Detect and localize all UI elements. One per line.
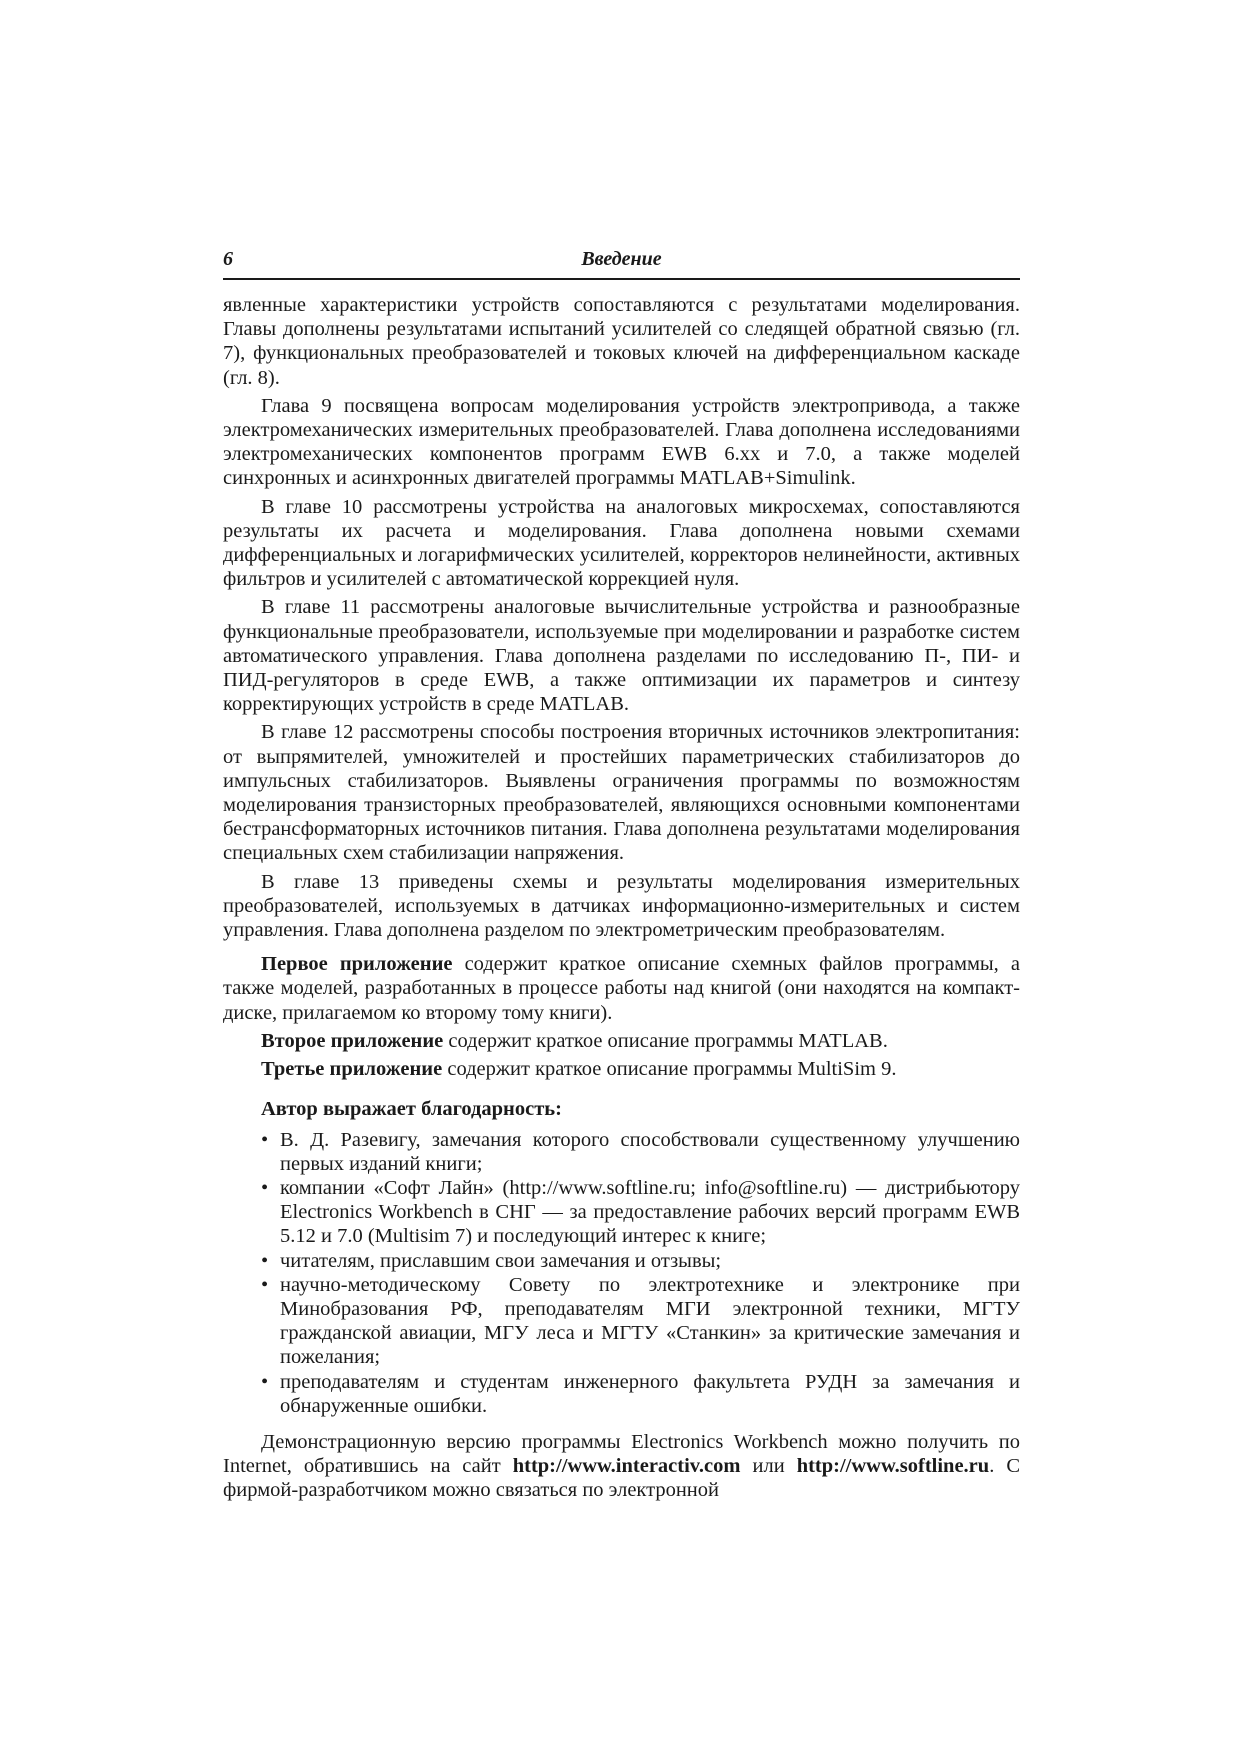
page-number: 6: [223, 248, 233, 270]
appendix-2-text: содержит краткое описание программы MATLAB.: [443, 1029, 888, 1052]
acknowledgements-title: Автор выражает благодарность:: [261, 1098, 562, 1121]
demo-rest: . С фирмой-разработчиком можно связаться по электронной: [223, 1455, 1021, 1502]
appendix-3-text: содержит краткое описание программы MultiSim 9.: [442, 1058, 897, 1081]
list-item: • преподавателям и студентам инженерного факультета РУДН за замечания и обнаруженные ошибки.: [261, 1370, 1020, 1418]
page-header: [223, 248, 1020, 280]
acknowledgements-list: [223, 1128, 1020, 1418]
list-item: • компании «Софт Лайн» (http://www.softline.ru; info@softline.ru) — дистрибьютору Electronics Workbench в СНГ — за предоставление рабочих версий программ EWB 5.12 и 7.0 (Multisim 7) и последующий интерес к книге;: [261, 1176, 1020, 1249]
appendix-2-title: Второе приложение: [261, 1029, 444, 1052]
link-softline[interactable]: http://www.softline.ru: [796, 1455, 990, 1478]
demo-or: или: [752, 1455, 785, 1478]
list-item: • читателям, приславшим свои замечания и отзывы;: [261, 1249, 1020, 1273]
paragraph-chapters-7-8: явленные характеристики устройств сопоставляются с результатами моделирования. Главы дополнены результатами испытаний усилителей со следящей обратной связью (гл. 7), функциональных преобразователей и токовых ключей на дифференциальном каскаде (гл. 8).: [223, 294, 1020, 389]
appendix-3-title: Третье приложение: [261, 1058, 443, 1081]
appendix-3: [223, 1057, 1020, 1081]
appendix-1-text: содержит краткое описание схемных файлов программы, а также моделей, разработанных в процессе работы над книгой (они находятся на компакт-диске, прилагаемом ко второму тому книги).: [223, 953, 1020, 1024]
paragraph-chapter-11: В главе 11 рассмотрены аналоговые вычислительные устройства и разнообразные функциональные преобразователи, используемые при моделировании и разработке систем автоматического управления. Глава дополнена разделами по исследованию П-, ПИ- и ПИД-регуляторов в среде EWB, а также оптимизации их параметров и синтезу корректирующих устройств в среде MATLAB.: [223, 596, 1020, 716]
appendix-1-title: Первое приложение: [261, 953, 453, 976]
link-interactiv[interactable]: http://www.interactiv.com: [512, 1455, 741, 1478]
appendix-2: [223, 1029, 1020, 1053]
list-item: • В. Д. Разевигу, замечания которого способствовали существенному улучшению первых изданий книги;: [261, 1128, 1020, 1176]
appendix-1: [223, 952, 1020, 1025]
paragraph-chapter-10: В главе 10 рассмотрены устройства на аналоговых микросхемах, сопоставляются результаты их расчета и моделирования. Глава дополнена новыми схемами дифференциальных и логарифмических усилителей, корректоров нелинейности, активных фильтров и усилителей с автоматической коррекцией нуля.: [223, 495, 1020, 591]
running-title: Введение: [581, 248, 662, 270]
list-item: • научно-методическому Совету по электротехнике и электронике при Минобразования РФ, преподавателям МГИ электронной техники, МГТУ гражданской авиации, МГУ леса и МГТУ «Станкин» за критические замечания и пожелания;: [261, 1273, 1020, 1370]
demo-paragraph: [223, 1430, 1020, 1503]
paragraph-chapter-13: В главе 13 приведены схемы и результаты моделирования измерительных преобразователей, используемых в датчиках информационно-измерительных и систем управления. Глава дополнена разделом по электрометрическим преобразователям.: [223, 870, 1020, 942]
paragraph-chapter-9: Глава 9 посвящена вопросам моделирования устройств электропривода, а также электромеханических измерительных преобразователей. Глава дополнена исследованиями электромеханических компонентов программ EWB 6.xx и 7.0, а также моделей синхронных и асинхронных двигателей программы MATLAB+Simulink.: [223, 394, 1020, 490]
book-page: [223, 248, 1020, 1503]
demo-text: Демонстрационную версию программы Electronics Workbench можно получить по Internet, обратившись на сайт: [223, 1430, 1020, 1478]
paragraph-chapter-12: В главе 12 рассмотрены способы построения вторичных источников электропитания: от выпрямителей, умножителей и простейших параметрических стабилизаторов до импульсных стабилизаторов. Выявлены ограничения программы по возможностям моделирования транзисторных преобразователей, являющихся основными компонентами бестрансформаторных источников питания. Глава дополнена результатами моделирования специальных схем стабилизации напряжения.: [223, 721, 1020, 865]
page-body: [223, 293, 1020, 1503]
